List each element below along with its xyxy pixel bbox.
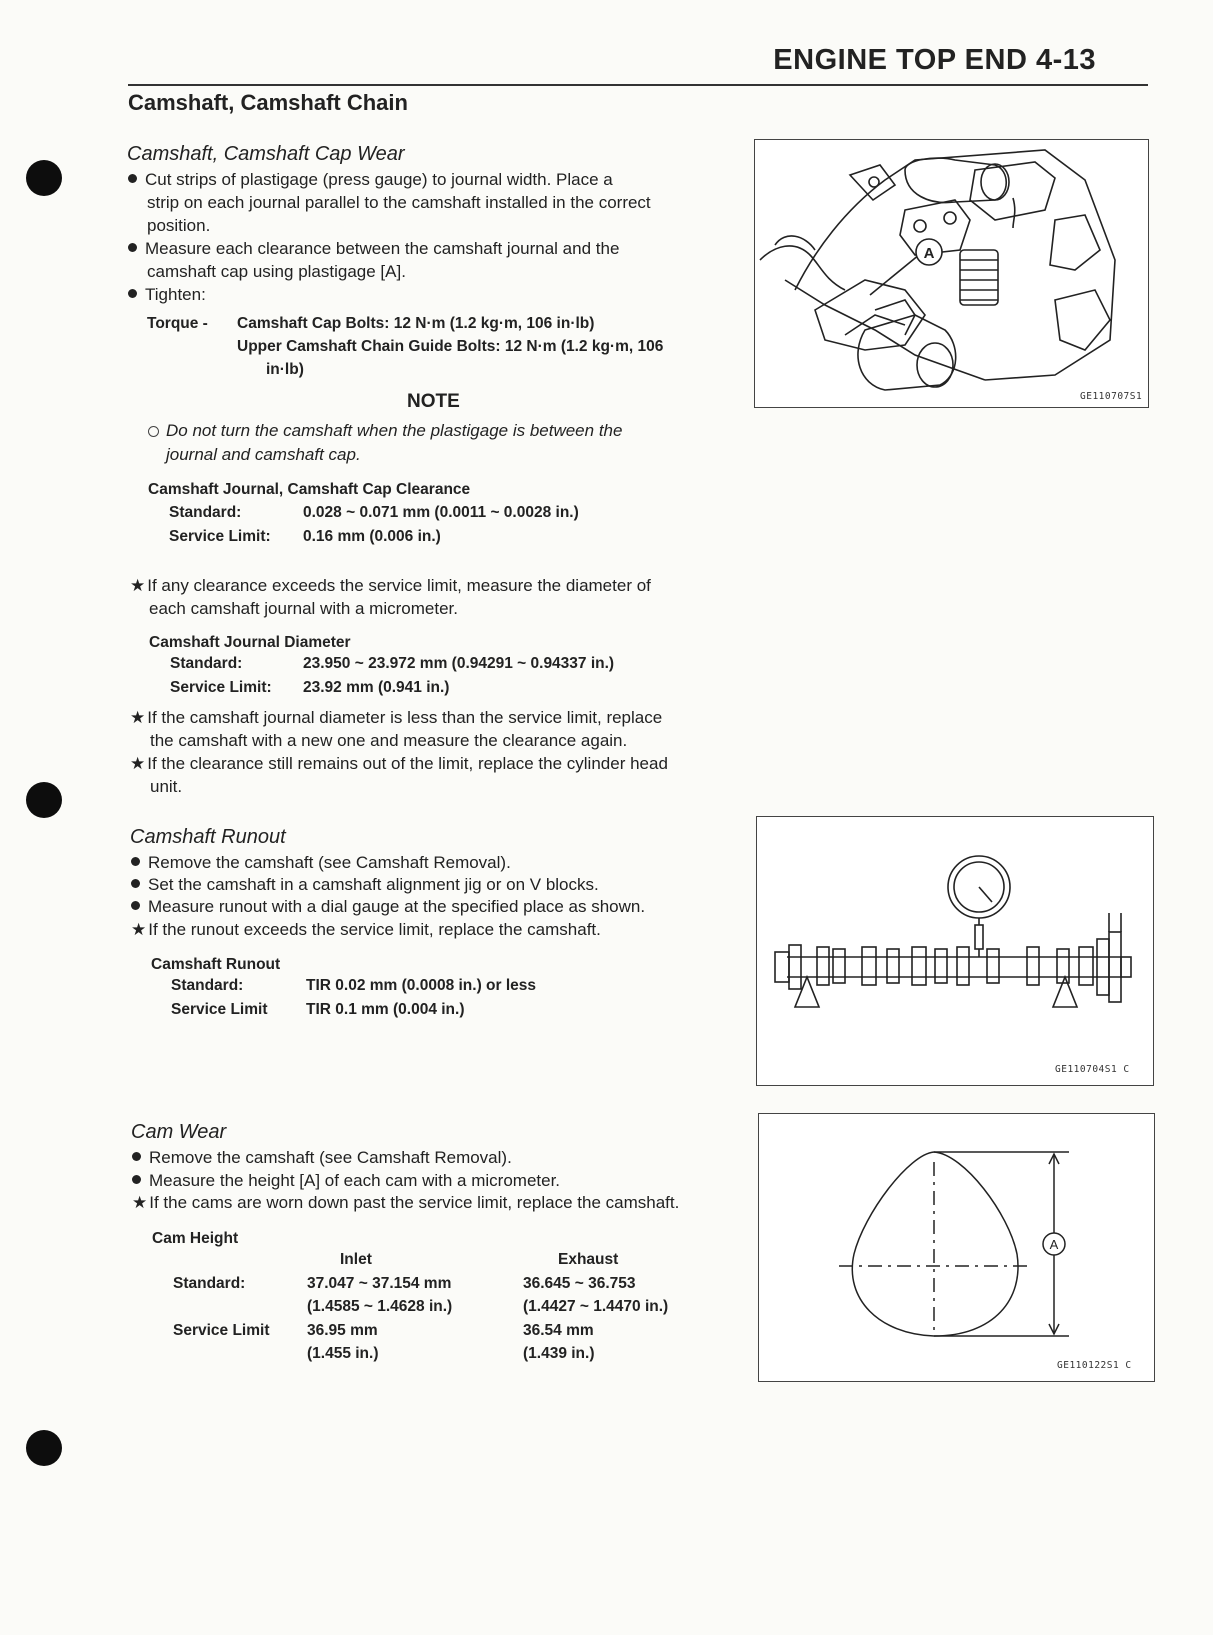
- star-icon: ★: [130, 576, 146, 595]
- torque-line-1: Camshaft Cap Bolts: 12 N·m (1.2 kg·m, 106 in·lb): [237, 315, 595, 332]
- bullet-dot-icon: [131, 901, 140, 910]
- cam-height-col-exhaust: Exhaust: [558, 1251, 619, 1268]
- cap-wear-bullet-2-cont: camshaft cap using plastigage [A].: [147, 262, 406, 281]
- binder-hole-1: [26, 160, 62, 196]
- runout-standard-value: TIR 0.02 mm (0.0008 in.) or less: [306, 977, 537, 994]
- bullet-dot-icon: [131, 857, 140, 866]
- note-line-1: Do not turn the camshaft when the plastigage is between the: [148, 421, 622, 441]
- figure-camshaft-runout: [756, 816, 1154, 1086]
- diameter-standard-value: 23.950 ~ 23.972 mm (0.94291 ~ 0.94337 in.): [303, 655, 615, 672]
- bullet-dot-icon: [128, 289, 137, 298]
- cap-wear-bullet-2: Measure each clearance between the camshaft journal and the: [128, 237, 619, 260]
- cap-wear-bullet-1-cont2: position.: [147, 216, 211, 235]
- note-circle-icon: [148, 426, 159, 437]
- star-1-line-2: each camshaft journal with a micrometer.: [149, 599, 458, 618]
- cam-height-std-exhaust-1: 36.645 ~ 36.753: [523, 1275, 636, 1292]
- torque-line-3: in·lb): [266, 361, 304, 378]
- figure-1-label-a: A: [923, 245, 935, 262]
- star-3-line-2: unit.: [150, 777, 183, 796]
- cam-height-standard-label: Standard:: [173, 1275, 246, 1292]
- cam-wear-bullet-1: Remove the camshaft (see Camshaft Removal).: [132, 1146, 512, 1169]
- clearance-limit-label: Service Limit:: [169, 528, 271, 545]
- runout-bullet-1: Remove the camshaft (see Camshaft Removal).: [131, 851, 511, 874]
- star-2-line-1: ★ If the camshaft journal diameter is less than the service limit, replace: [130, 708, 663, 727]
- cam-height-title: Cam Height: [152, 1230, 239, 1247]
- section-title: Camshaft, Camshaft Chain: [128, 90, 408, 115]
- page-header-title: ENGINE TOP END 4-13: [773, 44, 1096, 76]
- figure-3-code: GE110122S1 C: [1057, 1360, 1132, 1371]
- cam-height-col-inlet: Inlet: [340, 1251, 372, 1268]
- cap-wear-heading: Camshaft, Camshaft Cap Wear: [127, 143, 405, 165]
- header-rule: [128, 84, 1148, 86]
- clearance-spec-title: Camshaft Journal, Camshaft Cap Clearance: [148, 481, 471, 498]
- bullet-dot-icon: [132, 1152, 141, 1161]
- figure-2-code: GE110704S1 C: [1055, 1064, 1130, 1075]
- diameter-standard-label: Standard:: [170, 655, 243, 672]
- note-title: NOTE: [407, 391, 460, 412]
- runout-heading: Camshaft Runout: [130, 826, 286, 848]
- star-icon: ★: [131, 920, 147, 939]
- cam-height-std-inlet-1: 37.047 ~ 37.154 mm: [307, 1275, 452, 1292]
- cam-height-std-exhaust-2: (1.4427 ~ 1.4470 in.): [523, 1298, 669, 1315]
- figure-1-code: GE110707S1: [1080, 391, 1143, 402]
- clearance-standard-label: Standard:: [169, 504, 242, 521]
- cap-wear-bullet-3: Tighten:: [128, 283, 206, 306]
- camshaft-cap-illustration: [755, 140, 1148, 407]
- cam-height-lim-inlet-1: 36.95 mm: [307, 1322, 378, 1339]
- runout-limit-label: Service Limit: [171, 1001, 268, 1018]
- star-2-line-2: the camshaft with a new one and measure the clearance again.: [150, 731, 628, 750]
- cap-wear-bullet-1-cont: strip on each journal parallel to the camshaft installed in the correct: [147, 193, 651, 212]
- runout-star: ★ If the runout exceeds the service limit, replace the camshaft.: [131, 920, 601, 939]
- star-icon: ★: [132, 1193, 148, 1212]
- star-icon: ★: [130, 754, 146, 773]
- clearance-limit-value: 0.16 mm (0.006 in.): [303, 528, 441, 545]
- cam-height-illustration: [759, 1114, 1154, 1381]
- diameter-spec-title: Camshaft Journal Diameter: [149, 634, 351, 651]
- star-icon: ★: [130, 708, 146, 727]
- cam-height-limit-label: Service Limit: [173, 1322, 270, 1339]
- runout-limit-value: TIR 0.1 mm (0.004 in.): [306, 1001, 465, 1018]
- clearance-standard-value: 0.028 ~ 0.071 mm (0.0011 ~ 0.0028 in.): [303, 504, 579, 521]
- diameter-limit-value: 23.92 mm (0.941 in.): [303, 679, 450, 696]
- cam-height-lim-exhaust-2: (1.439 in.): [523, 1345, 595, 1362]
- binder-hole-2: [26, 782, 62, 818]
- figure-cam-height: [758, 1113, 1155, 1382]
- cam-wear-bullet-2: Measure the height [A] of each cam with a micrometer.: [132, 1169, 560, 1192]
- star-3-line-1: ★ If the clearance still remains out of the limit, replace the cylinder head: [130, 754, 668, 773]
- cam-height-std-inlet-2: (1.4585 ~ 1.4628 in.): [307, 1298, 453, 1315]
- runout-spec-title: Camshaft Runout: [151, 956, 281, 973]
- figure-camshaft-plastigage: [754, 139, 1149, 408]
- bullet-dot-icon: [128, 243, 137, 252]
- torque-label: Torque -: [147, 315, 208, 332]
- runout-standard-label: Standard:: [171, 977, 244, 994]
- bullet-dot-icon: [132, 1175, 141, 1184]
- camshaft-runout-illustration: [757, 817, 1153, 1085]
- figure-3-label-a: A: [1049, 1237, 1059, 1252]
- cam-height-lim-inlet-2: (1.455 in.): [307, 1345, 379, 1362]
- bullet-dot-icon: [131, 879, 140, 888]
- cam-wear-heading: Cam Wear: [131, 1121, 227, 1143]
- binder-hole-3: [26, 1430, 62, 1466]
- cap-wear-bullet-1: Cut strips of plastigage (press gauge) to journal width. Place a: [128, 168, 613, 191]
- star-1-line-1: ★ If any clearance exceeds the service limit, measure the diameter of: [130, 576, 651, 595]
- cam-wear-star: ★ If the cams are worn down past the service limit, replace the camshaft.: [132, 1193, 680, 1212]
- bullet-dot-icon: [128, 174, 137, 183]
- torque-line-2: Upper Camshaft Chain Guide Bolts: 12 N·m (1.2 kg·m, 106: [237, 338, 664, 355]
- note-line-2: journal and camshaft cap.: [166, 445, 361, 464]
- runout-bullet-3: Measure runout with a dial gauge at the specified place as shown.: [131, 895, 645, 918]
- diameter-limit-label: Service Limit:: [170, 679, 272, 696]
- cam-height-lim-exhaust-1: 36.54 mm: [523, 1322, 594, 1339]
- runout-bullet-2: Set the camshaft in a camshaft alignment jig or on V blocks.: [131, 873, 599, 896]
